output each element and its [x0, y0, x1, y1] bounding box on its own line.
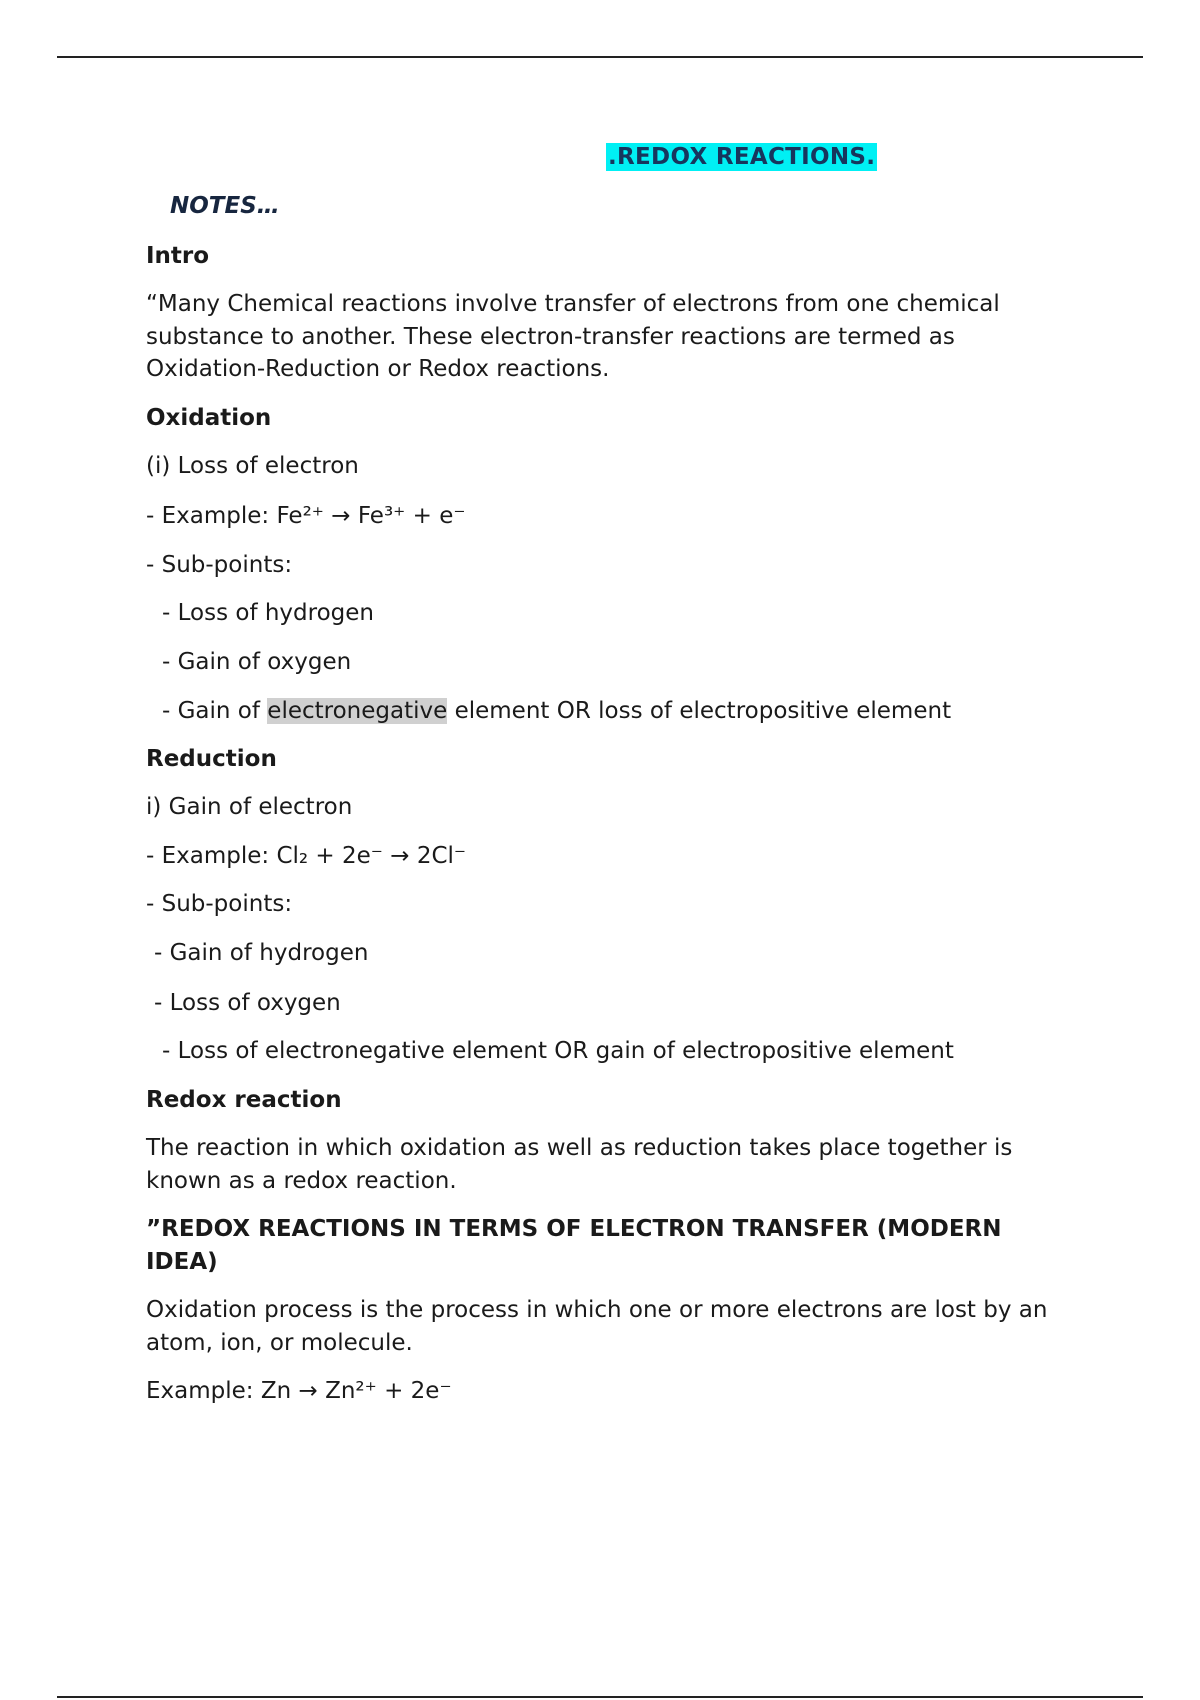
oxidation-point: (i) Loss of electron — [146, 453, 359, 479]
subpoint-3-prefix: - Gain of — [162, 698, 268, 724]
title-wrap — [606, 143, 877, 171]
reduction-subpoint-3: - Loss of electronegative element OR gain of electropositive element — [162, 1038, 954, 1064]
reduction-subpoint-1: - Gain of hydrogen — [154, 940, 369, 966]
header-rule — [57, 56, 1143, 58]
reduction-example: - Example: Cl₂ + 2e⁻ → 2Cl⁻ — [146, 843, 467, 869]
modern-idea-paragraph: Oxidation process is the process in which one or more electrons are lost by an atom, ion, or molecule. — [146, 1297, 1048, 1356]
footer-rule — [57, 1696, 1143, 1698]
reduction-point: i) Gain of electron — [146, 794, 353, 820]
redox-paragraph: The reaction in which oxidation as well as reduction takes place together is known as a redox reaction. — [146, 1135, 1013, 1194]
reduction-subpoint-2: - Loss of oxygen — [154, 990, 341, 1016]
oxidation-subpoint-1: - Loss of hydrogen — [162, 600, 374, 626]
intro-paragraph: “Many Chemical reactions involve transfer of electrons from one chemical substance to another. These electron-transfer reactions are termed as Oxidation-Reduction or Redox reactions. — [146, 291, 1000, 382]
oxidation-subpoint-2: - Gain of oxygen — [162, 649, 352, 675]
oxidation-subpoints-label: - Sub-points: — [146, 552, 293, 578]
modern-idea-heading: ”REDOX REACTIONS IN TERMS OF ELECTRON TRANSFER (MODERN IDEA) — [146, 1216, 1002, 1275]
oxidation-subpoint-3 — [162, 695, 951, 727]
reduction-heading: Reduction — [146, 746, 277, 772]
oxidation-heading: Oxidation — [146, 405, 272, 431]
intro-heading: Intro — [146, 243, 210, 269]
page-title: .REDOX REACTIONS. — [608, 144, 876, 170]
highlighted-word: electronegative — [267, 698, 448, 724]
redox-heading: Redox reaction — [146, 1087, 342, 1113]
oxidation-example: - Example: Fe²⁺ → Fe³⁺ + e⁻ — [146, 503, 466, 529]
modern-idea-example: Example: Zn → Zn²⁺ + 2e⁻ — [146, 1378, 452, 1404]
notes-label: NOTES… — [170, 193, 280, 219]
subpoint-3-suffix: element OR loss of electropositive element — [447, 698, 952, 724]
reduction-subpoints-label: - Sub-points: — [146, 891, 293, 917]
